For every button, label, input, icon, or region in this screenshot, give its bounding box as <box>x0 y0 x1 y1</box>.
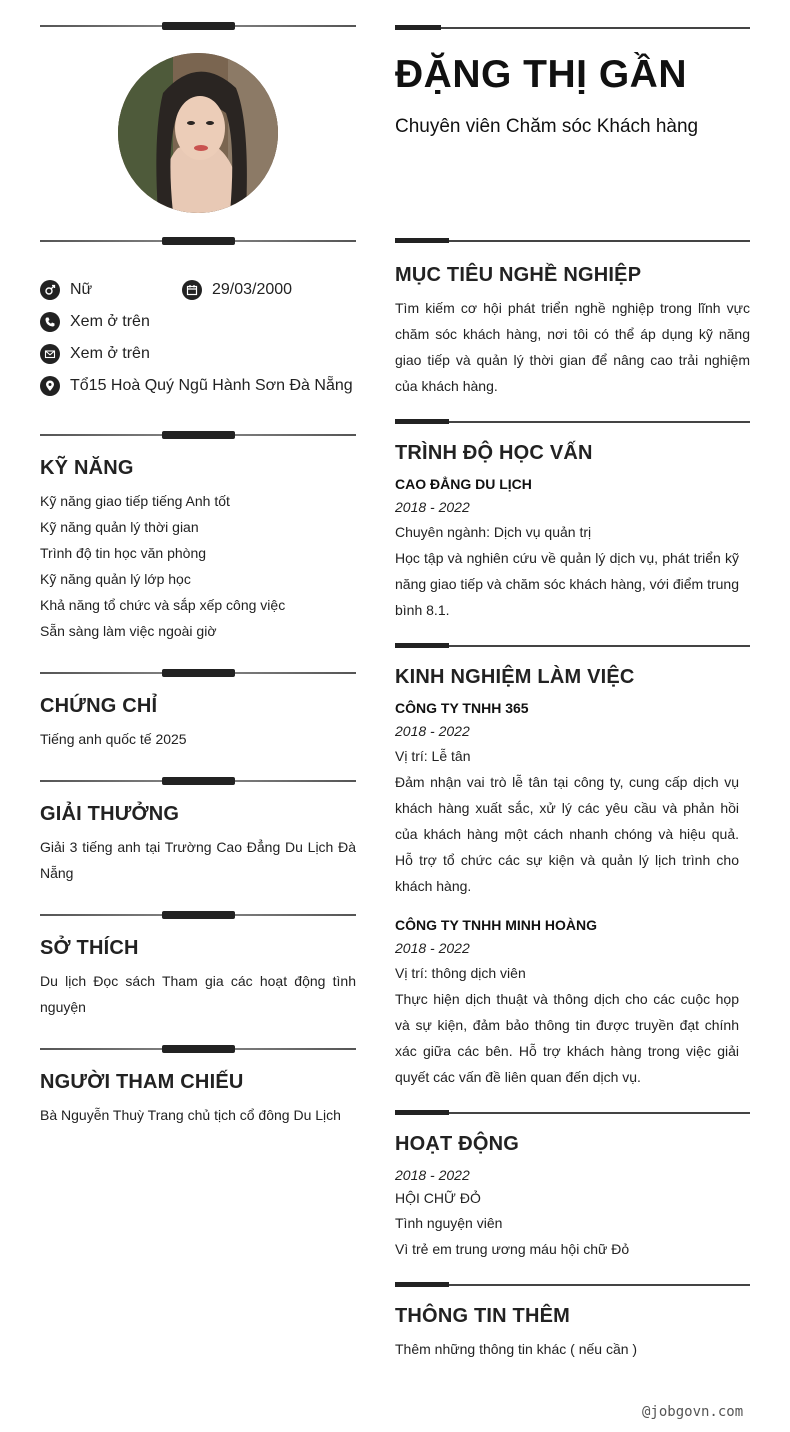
skill-item: Kỹ năng quản lý thời gian <box>40 519 199 535</box>
email-value: Xem ở trên <box>70 345 150 362</box>
job-period: 2018 - 2022 <box>395 940 470 956</box>
additional-title: THÔNG TIN THÊM <box>395 1305 571 1327</box>
gender-value: Nữ <box>70 281 93 298</box>
skill-item: Kỹ năng quản lý lớp học <box>40 571 191 587</box>
objective-title: MỤC TIÊU NGHỀ NGHIỆP <box>395 264 642 286</box>
awards-text: Giải 3 tiếng anh tại Trường Cao Đẳng Du Lịch Đà Nẵng <box>40 839 356 881</box>
divider <box>40 22 356 30</box>
skill-item: Kỹ năng giao tiếp tiếng Anh tốt <box>40 493 230 509</box>
divider <box>40 911 356 919</box>
location-icon <box>40 376 60 396</box>
job-company: CÔNG TY TNHH 365 <box>395 700 529 716</box>
divider <box>40 431 356 439</box>
phone-value: Xem ở trên <box>70 313 150 330</box>
divider <box>40 237 356 245</box>
candidate-name: ĐẶNG THỊ GẦN <box>395 53 687 96</box>
education-title: TRÌNH ĐỘ HỌC VẤN <box>395 442 593 464</box>
divider <box>40 777 356 785</box>
job-position: Vị trí: thông dịch viên <box>395 965 526 981</box>
hobbies-title: SỞ THÍCH <box>40 937 139 959</box>
activity-period: 2018 - 2022 <box>395 1167 470 1183</box>
references-title: NGƯỜI THAM CHIẾU <box>40 1071 244 1093</box>
additional-text: Thêm những thông tin khác ( nếu cần ) <box>395 1341 638 1357</box>
address-row <box>40 376 353 396</box>
divider <box>395 25 750 31</box>
certificates-title: CHỨNG CHỈ <box>40 695 158 717</box>
avatar <box>118 53 278 213</box>
job-title: Chuyên viên Chăm sóc Khách hàng <box>395 116 699 137</box>
birthdate-row <box>182 280 292 300</box>
activities-title: HOẠT ĐỘNG <box>395 1133 520 1155</box>
experience-title: KINH NGHIỆM LÀM VIỆC <box>395 666 635 688</box>
education-major: Chuyên ngành: Dịch vụ quản trị <box>395 524 592 540</box>
divider <box>395 238 750 244</box>
education-period: 2018 - 2022 <box>395 499 470 515</box>
phone-row <box>40 312 150 332</box>
skills-title: KỸ NĂNG <box>40 457 134 479</box>
divider <box>40 1045 356 1053</box>
skill-item: Khả năng tổ chức và sắp xếp công việc <box>40 597 286 613</box>
divider <box>395 643 750 649</box>
email-row <box>40 344 150 364</box>
job-description: Thực hiện dịch thuật và thông dịch cho các cuộc họp và sự kiện, đảm bảo thông tin được truyền đạt chính xác giữa các bên. Hỗ trợ khách hàng trong việc giải quyết các vấn đề liên quan đến dịch vụ. <box>395 991 739 1085</box>
references-text: Bà Nguyễn Thuỳ Trang chủ tịch cổ đông Du Lịch <box>40 1107 341 1123</box>
gender-icon <box>40 280 60 300</box>
job-company: CÔNG TY TNHH MINH HOÀNG <box>395 917 597 933</box>
email-icon <box>40 344 60 364</box>
job-position: Vị trí: Lễ tân <box>395 748 471 764</box>
hobbies-text: Du lịch Đọc sách Tham gia các hoạt động tình nguyện <box>40 973 356 1015</box>
education-school: CAO ĐẲNG DU LỊCH <box>395 476 532 492</box>
phone-icon <box>40 312 60 332</box>
birthdate-value: 29/03/2000 <box>212 281 293 298</box>
certificates-text: Tiếng anh quốc tế 2025 <box>40 731 187 747</box>
skill-item: Trình độ tin học văn phòng <box>40 545 207 561</box>
skills-list <box>40 488 285 644</box>
address-value: Tổ15 Hoà Quý Ngũ Hành Sơn Đà Nẵng <box>70 377 353 394</box>
divider <box>395 1282 750 1288</box>
activity-role: Tình nguyện viên <box>395 1215 503 1231</box>
calendar-icon <box>182 280 202 300</box>
divider <box>40 669 356 677</box>
skill-item: Sẵn sàng làm việc ngoài giờ <box>40 623 217 639</box>
job-period: 2018 - 2022 <box>395 723 470 739</box>
divider <box>395 1110 750 1116</box>
activity-org: HỘI CHỮ ĐỎ <box>395 1190 481 1206</box>
activity-description: Vì trẻ em trung ương máu hội chữ Đỏ <box>395 1241 630 1257</box>
objective-text: Tìm kiếm cơ hội phát triển nghề nghiệp trong lĩnh vực chăm sóc khách hàng, nơi tôi có thể áp dụng kỹ năng giao tiếp và quản lý thời gian để nâng cao trải nghiệm của khách hàng. <box>395 300 750 394</box>
education-description: Học tập và nghiên cứu về quản lý dịch vụ, phát triển kỹ năng giao tiếp và chăm sóc khách hàng, với điểm trung bình 8.1. <box>395 550 739 618</box>
awards-title: GIẢI THƯỞNG <box>40 803 180 825</box>
gender-row <box>40 280 92 300</box>
divider <box>395 419 750 425</box>
footer-watermark: @jobgovn.com <box>642 1404 744 1420</box>
job-description: Đảm nhận vai trò lễ tân tại công ty, cung cấp dịch vụ khách hàng xuất sắc, xử lý các yêu cầu và phản hồi của khách hàng một cách nhanh chóng và hiệu quả. Hỗ trợ tổ chức các sự kiện và quản lý lịch trình cho khách hàng. <box>395 774 739 894</box>
